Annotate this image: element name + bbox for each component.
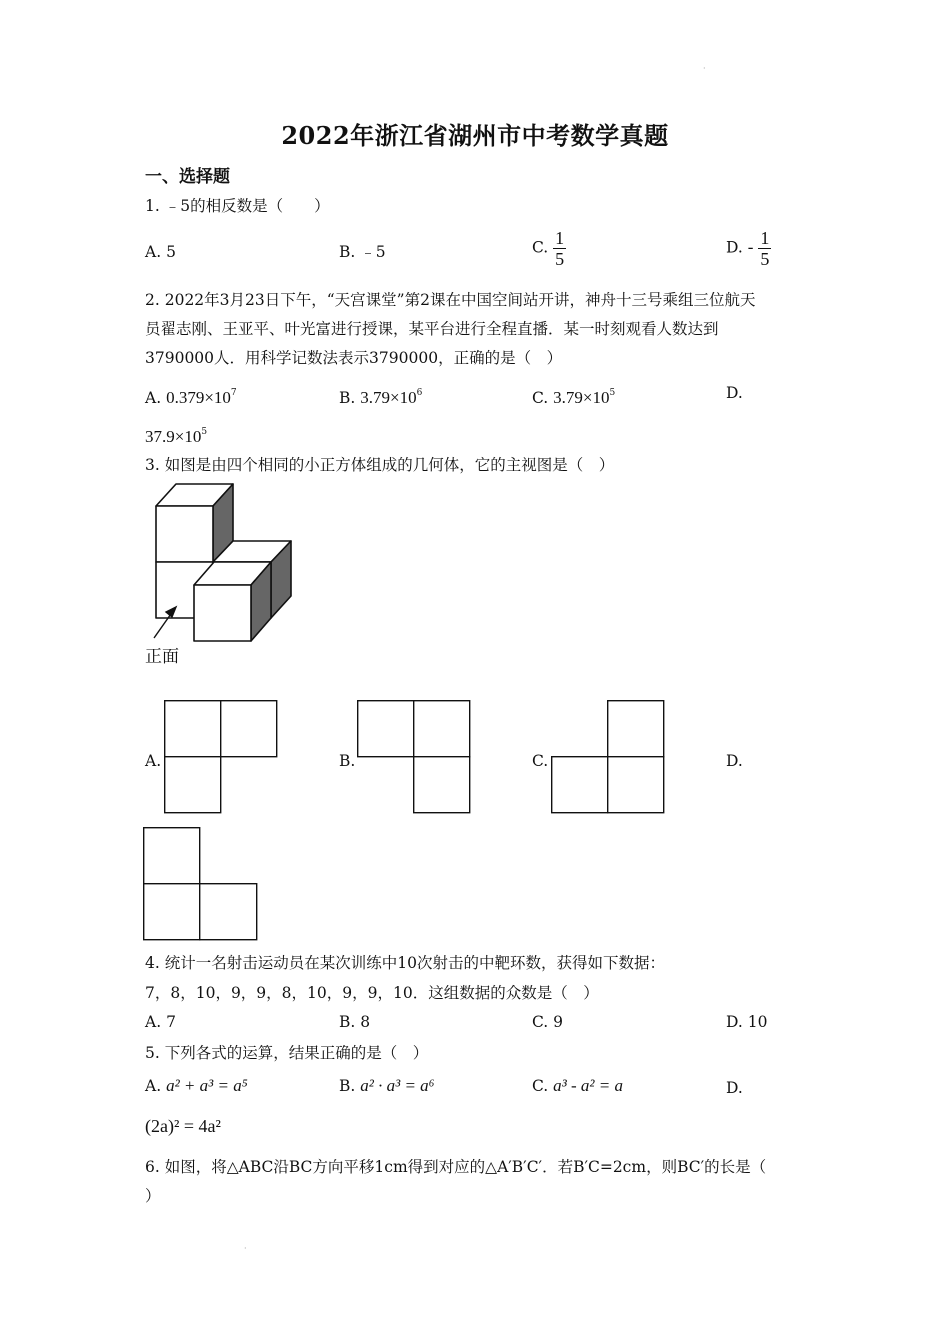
q3-option-a-figure [164, 700, 278, 814]
q4-option-d [726, 1012, 767, 1032]
q5-stem: 5. 下列各式的运算，结果正确的是（ ） [145, 1044, 429, 1062]
option-base: 3.79×10 [360, 388, 417, 407]
square [552, 757, 608, 813]
square [144, 884, 200, 940]
q5-option-c [532, 1076, 623, 1096]
denominator: 5 [555, 249, 565, 269]
q3-option-b-label: B. [339, 752, 356, 770]
option-expression: a² + a³ = a⁵ [166, 1076, 248, 1095]
q2-option-a [145, 383, 237, 408]
option-label: C. [532, 389, 549, 407]
square [358, 701, 414, 757]
q3-option-d-figure [143, 827, 258, 941]
square [165, 701, 221, 757]
q3-option-a-label: A. [145, 752, 162, 770]
option-label: D. [726, 238, 743, 257]
option-base: 37.9×10 [145, 427, 202, 446]
option-value: 8 [360, 1013, 371, 1031]
option-label: A. [145, 1077, 162, 1095]
fraction [758, 228, 771, 269]
q5-option-d-label: D. [726, 1079, 743, 1097]
option-value: 9 [553, 1013, 564, 1031]
q1-stem: 1. ﹣5的相反数是（ ） [145, 197, 330, 215]
option-label: B. [339, 243, 356, 261]
q1-option-c [532, 228, 566, 269]
option-label: B. [339, 1077, 356, 1095]
exponent: 5 [609, 388, 616, 398]
option-expression: a² · a³ = a⁶ [360, 1076, 435, 1095]
q1-option-b [339, 242, 386, 262]
q3-option-d-label: D. [726, 752, 743, 770]
option-label: A. [145, 243, 162, 261]
q4-option-c [532, 1012, 563, 1032]
exponent: 6 [416, 388, 423, 398]
numerator: 1 [555, 228, 565, 248]
q2-line-2: 员翟志刚、王亚平、叶光富进行授课，某平台进行全程直播．某一时刻观看人数达到 [145, 320, 719, 338]
option-label: A. [145, 389, 162, 407]
option-label: C. [532, 1013, 549, 1031]
q1-option-a [145, 242, 176, 262]
option-label: B. [339, 1013, 356, 1031]
exponent: 5 [201, 427, 208, 437]
option-value: 5 [166, 243, 176, 261]
q3-option-c-label: C. [532, 752, 549, 770]
q3-option-c-figure [551, 700, 665, 814]
exponent: 7 [230, 388, 237, 398]
square [414, 701, 470, 757]
option-base: 0.379×10 [166, 388, 231, 407]
square [414, 757, 470, 813]
front-label: 正面 [145, 647, 179, 667]
q3-stem: 3. 如图是由四个相同的小正方体组成的几何体，它的主视图是（ ） [145, 456, 615, 474]
option-value: ﹣5 [360, 243, 386, 261]
q2-line-1: 2. 2022年3月23日下午，“天宫课堂”第2课在中国空间站开讲，神舟十三号乘组三位航天 [145, 291, 756, 309]
square [165, 757, 221, 813]
option-label: D. [726, 1013, 743, 1031]
square [608, 701, 664, 757]
option-value: 7 [166, 1013, 176, 1031]
minus-sign: - [747, 237, 754, 257]
q6-line-2: ） [145, 1187, 161, 1205]
square [221, 701, 277, 757]
numerator: 1 [760, 228, 770, 248]
q6-line-1: 6. 如图，将△ABC沿BC方向平移1cm得到对应的△A′B′C′．若B′C=2cm，则BC′的长是（ [145, 1158, 767, 1176]
speck: · [703, 64, 706, 73]
speck: · [244, 1244, 247, 1253]
option-base: 3.79×10 [553, 388, 610, 407]
option-expression: (2a)² = 4a² [145, 1116, 221, 1136]
option-label: A. [145, 1013, 162, 1031]
section-heading: 一、选择题 [145, 167, 230, 187]
denominator: 5 [760, 249, 770, 269]
q2-option-d-label: D. [726, 384, 743, 402]
cube-front-face [156, 506, 213, 562]
option-label: B. [339, 389, 356, 407]
q2-option-d [145, 422, 207, 447]
q4-line-2: 7，8，10，9，9，8，10，9，9，10．这组数据的众数是（ ） [145, 984, 599, 1002]
q5-option-b [339, 1076, 435, 1096]
q2-option-c [532, 383, 615, 408]
cube-figure [140, 478, 300, 668]
square [200, 884, 257, 940]
q4-line-1: 4. 统计一名射击运动员在某次训练中10次射击的中靶环数，获得如下数据： [145, 954, 665, 972]
q4-option-a [145, 1012, 176, 1032]
q1-option-d [726, 228, 771, 269]
cube-front-face [194, 585, 251, 641]
option-expression: a³ - a² = a [553, 1076, 623, 1095]
q2-option-b [339, 383, 422, 408]
option-value: 10 [747, 1013, 768, 1031]
q5-option-a [145, 1076, 248, 1096]
q3-option-b-figure [357, 700, 471, 814]
option-label: C. [532, 1077, 549, 1095]
square [608, 757, 664, 813]
fraction [553, 228, 566, 269]
q2-line-3: 3790000人．用科学记数法表示3790000，正确的是（ ） [145, 349, 563, 367]
q4-option-b [339, 1012, 370, 1032]
page-title: 2022年浙江省湖州市中考数学真题 [281, 121, 669, 150]
q5-option-d [145, 1116, 221, 1137]
square [144, 828, 200, 884]
option-label: C. [532, 238, 549, 257]
